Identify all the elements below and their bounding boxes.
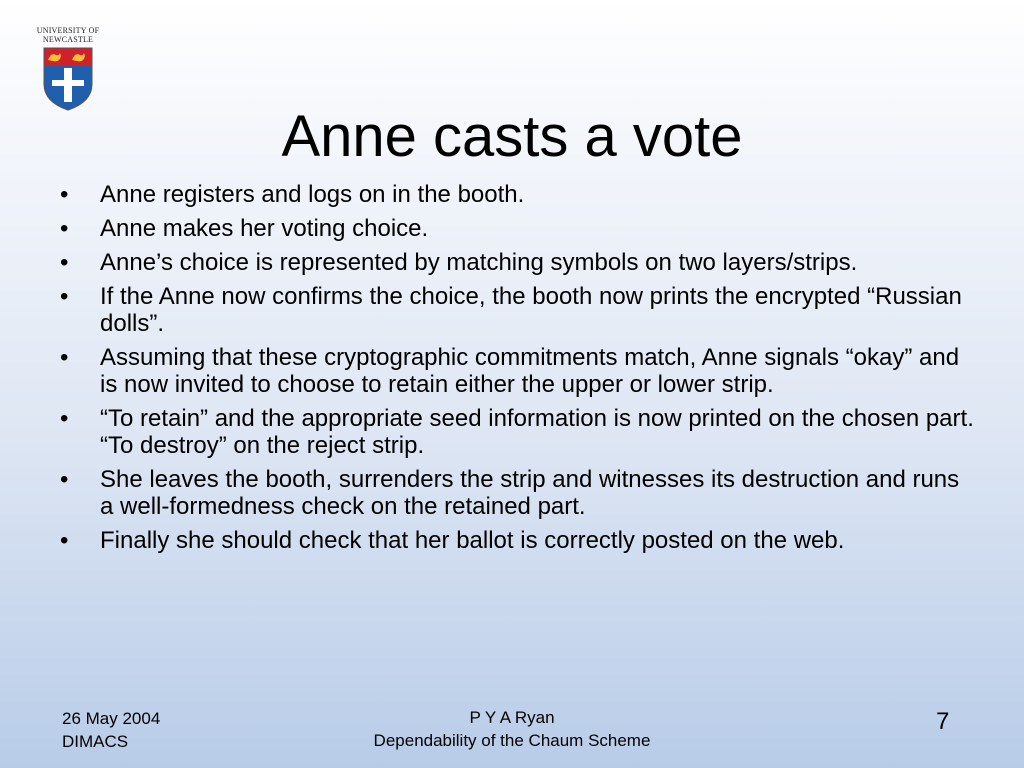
bullet-text: Anne makes her voting choice. xyxy=(100,215,429,242)
bullet-item xyxy=(58,405,978,459)
footer-author: P Y A Ryan xyxy=(469,708,555,727)
footer-date: 26 May 2004 xyxy=(62,709,161,728)
bullet-marker: • xyxy=(60,215,69,242)
bullet-text: Finally she should check that her ballot is correctly posted on the web. xyxy=(100,527,845,554)
bullet-text: She leaves the booth, surrenders the strip and witnesses its destruction and runs a well-formedness check on the retained part. xyxy=(100,466,960,520)
bullet-marker: • xyxy=(60,527,69,554)
bullet-item xyxy=(58,283,978,337)
bullet-marker: • xyxy=(60,249,69,276)
bullet-item xyxy=(58,181,978,208)
slide-number: 7 xyxy=(936,708,950,735)
footer-venue: DIMACS xyxy=(62,732,129,751)
logo-line-1: UNIVERSITY OF xyxy=(36,26,100,35)
bullet-marker: • xyxy=(60,405,69,432)
bullet-text: “To retain” and the appropriate seed information is now printed on the chosen part. “To destroy” on the reject strip. xyxy=(100,405,974,459)
slide-title: Anne casts a vote xyxy=(281,103,743,169)
bullet-item xyxy=(58,527,978,554)
bullet-text: Anne registers and logs on in the booth. xyxy=(100,181,525,208)
bullet-marker: • xyxy=(60,283,69,310)
footer-date-venue xyxy=(62,707,160,753)
bullet-text: Anne’s choice is represented by matching symbols on two layers/strips. xyxy=(100,249,858,276)
bullet-list xyxy=(58,181,978,561)
bullet-text: Assuming that these cryptographic commitments match, Anne signals “okay” and is now invited to choose to retain either the upper or lower strip. xyxy=(100,344,960,398)
bullet-item xyxy=(58,344,978,398)
footer-author-talk xyxy=(312,706,712,752)
bullet-marker: • xyxy=(60,181,69,208)
bullet-marker: • xyxy=(60,466,69,493)
logo-line-2: NEWCASTLE xyxy=(42,35,94,44)
bullet-marker: • xyxy=(60,344,69,371)
bullet-item xyxy=(58,215,978,242)
bullet-text: If the Anne now confirms the choice, the booth now prints the encrypted “Russian dolls”. xyxy=(100,283,962,337)
bullet-item xyxy=(58,466,978,520)
bullet-item xyxy=(58,249,978,276)
footer-talk-title: Dependability of the Chaum Scheme xyxy=(373,731,651,750)
